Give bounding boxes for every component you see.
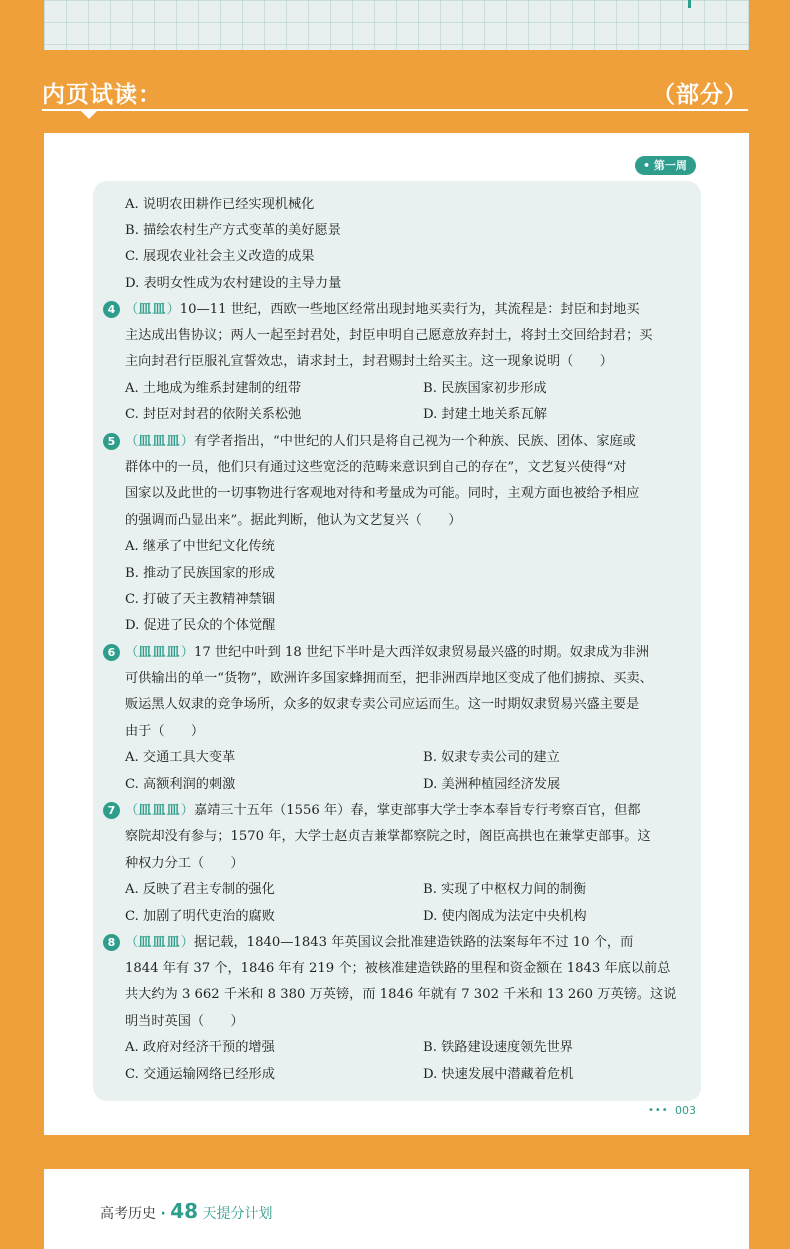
option-b: B. 铁路建设速度领先世界 [423, 1040, 573, 1055]
question-stem: （皿皿皿）嘉靖三十五年（1556 年）春，掌吏部事大学士李本奉旨专行考察百官，但都 [125, 803, 641, 818]
page-edge-mark [688, 0, 691, 8]
question-number-badge: 7 [103, 802, 120, 819]
option-c: C. 封臣对封君的依附关系松弛 [125, 407, 302, 422]
option-line: D. 促进了民众的个体觉醒 [125, 618, 276, 633]
difficulty-icon: 皿皿皿 [138, 434, 181, 449]
option-line: A. 继承了中世纪文化传统 [125, 539, 275, 554]
option-c: C. 加剧了明代吏治的腐败 [125, 909, 275, 924]
option-line: A. 说明农田耕作已经实现机械化 [125, 197, 315, 212]
question-stem-line: 由于（ ） [125, 724, 205, 739]
option-line: C. 展现农业社会主义改造的成果 [125, 249, 315, 264]
question-stem-line: 国家以及此世的一切事物进行客观地对待和考量成为可能。同时，主观方面也被给予相应 [125, 486, 640, 501]
book-plan: 天提分计划 [202, 1206, 273, 1222]
section-part-label: （部分） [652, 82, 748, 108]
book-title [100, 1199, 273, 1223]
difficulty-icon: 皿皿皿 [138, 803, 181, 818]
header-divider [42, 109, 748, 111]
question-stem-line: 明当时英国（ ） [125, 1014, 244, 1029]
option-c: C. 交通运输网络已经形成 [125, 1067, 275, 1082]
question-stem: （皿皿）10—11 世纪，西欧一些地区经常出现封地买卖行为，其流程是：封臣和封地买 [125, 302, 640, 317]
difficulty-icon: 皿皿皿 [138, 645, 181, 660]
question-stem-line: 共大约为 3 662 千米和 8 380 万英镑，而 1846 年就有 7 302 千米和 13 260 万英镑。这说 [125, 987, 677, 1002]
option-a: A. 反映了君主专制的强化 [125, 882, 275, 897]
page-number: 003 [675, 1104, 696, 1117]
book-days: 48 [170, 1199, 199, 1223]
book-page [44, 133, 749, 1135]
option-d: D. 封建土地关系瓦解 [423, 407, 547, 422]
book-title-dot: · [160, 1206, 166, 1222]
previous-page-card [44, 0, 749, 50]
question-stem: （皿皿皿）据记载，1840—1843 年英国议会批准建造铁路的法案每年不过 10 个，而 [125, 935, 634, 950]
question-stem-line: 察院却没有参与；1570 年，大学士赵贞吉兼掌都察院之时，阁臣高拱也在兼掌吏部事。这 [125, 829, 651, 844]
option-a: A. 政府对经济干预的增强 [125, 1040, 275, 1055]
book-subject: 高考历史 [100, 1206, 156, 1222]
question-stem-line: 贩运黑人奴隶的竞争场所，众多的奴隶专卖公司应运而生。这一时期奴隶贸易兴盛主要是 [125, 697, 640, 712]
option-d: D. 快速发展中潜藏着危机 [423, 1067, 574, 1082]
option-b: B. 实现了中枢权力间的制衡 [423, 882, 587, 897]
option-a: A. 交通工具大变革 [125, 750, 236, 765]
question-number-badge: 4 [103, 301, 120, 318]
question-number-badge: 6 [103, 644, 120, 661]
question-stem: （皿皿皿）有学者指出，“中世纪的人们只是将自己视为一个种族、民族、团体、家庭或 [125, 434, 636, 449]
next-page-card [44, 1169, 749, 1249]
option-b: B. 奴隶专卖公司的建立 [423, 750, 560, 765]
option-line: D. 表明女性成为农村建设的主导力量 [125, 276, 342, 291]
question-stem-line: 可供输出的单一“货物”，欧洲许多国家蜂拥而至，把非洲西岸地区变成了他们掳掠、买卖、 [125, 671, 653, 686]
question-number-badge: 5 [103, 433, 120, 450]
pointer-triangle-icon [80, 110, 98, 119]
option-d: D. 使内阁成为法定中央机构 [423, 909, 587, 924]
page-dots-icon: ••• [648, 1105, 669, 1116]
question-stem-line: 种权力分工（ ） [125, 856, 244, 871]
question-panel [93, 181, 701, 1101]
difficulty-icon: 皿皿皿 [138, 935, 181, 950]
option-a: A. 土地成为维系封建制的纽带 [125, 381, 302, 396]
week-tag: • 第一周 [635, 156, 696, 175]
option-c: C. 高额利润的刺激 [125, 777, 236, 792]
question-stem-line: 1844 年有 37 个，1846 年有 219 个；被核准建造铁路的里程和资金额在 1843 年底以前总 [125, 961, 671, 976]
section-title: 内页试读： [42, 82, 162, 108]
option-d: D. 美洲种植园经济发展 [423, 777, 561, 792]
question-stem: （皿皿皿）17 世纪中叶到 18 世纪下半叶是大西洋奴隶贸易最兴盛的时期。奴隶成为非洲 [125, 645, 649, 660]
question-number-badge: 8 [103, 934, 120, 951]
question-stem-line: 主达成出售协议；两人一起至封君处，封臣申明自己愿意放弃封土，将封土交回给封君；买 [125, 328, 653, 343]
question-stem-line: 主向封君行臣服礼宣誓效忠，请求封土，封君赐封土给买主。这一现象说明（ ） [125, 354, 613, 369]
option-line: B. 推动了民族国家的形成 [125, 566, 275, 581]
question-stem-line: 群体中的一员，他们只有通过这些宽泛的范畴来意识到自己的存在”，文艺复兴使得“对 [125, 460, 627, 475]
option-line: C. 打破了天主教精神禁锢 [125, 592, 275, 607]
difficulty-icon: 皿皿 [138, 302, 167, 317]
option-line: B. 描绘农村生产方式变革的美好愿景 [125, 223, 341, 238]
question-stem-line: 的强调而凸显出来”。据此判断，他认为文艺复兴（ ） [125, 513, 462, 528]
option-b: B. 民族国家初步形成 [423, 381, 547, 396]
week-tag-label: 第一周 [653, 159, 687, 172]
